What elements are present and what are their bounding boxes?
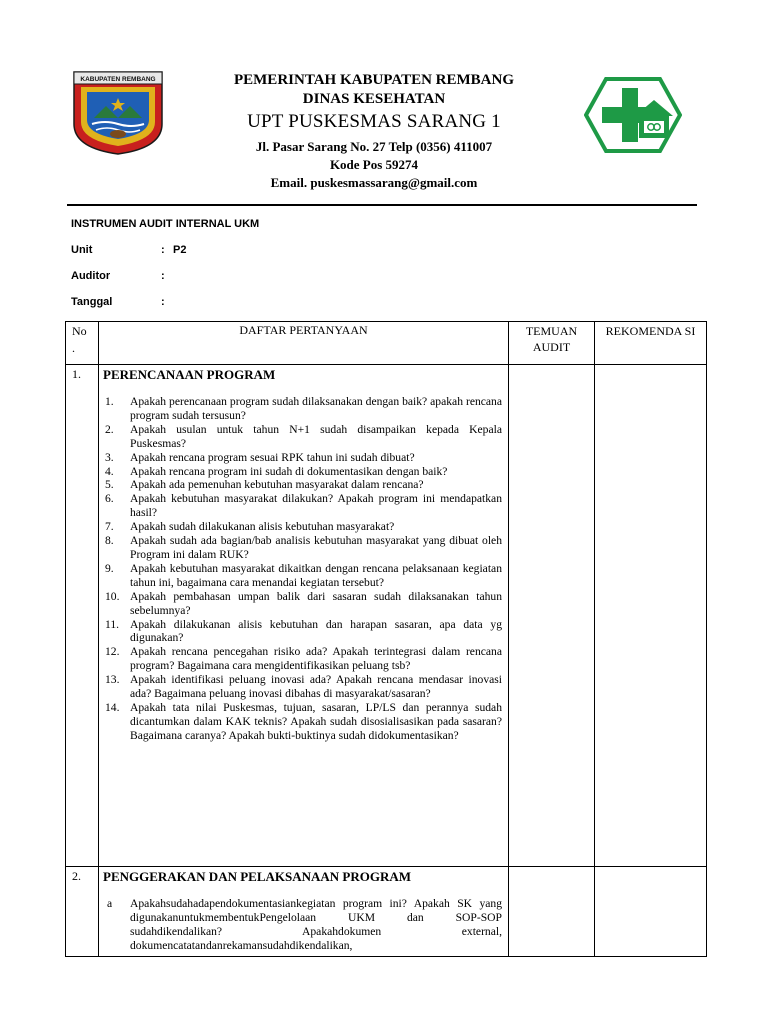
- list-item: [105, 645, 502, 673]
- temuan-cell[interactable]: [509, 365, 595, 867]
- question-number: 13.: [105, 673, 120, 687]
- institution-name: UPT PUSKESMAS SARANG 1: [247, 111, 501, 132]
- field-colon: :: [161, 296, 165, 308]
- header-rekomendasi: REKOMENDA SI: [595, 322, 707, 365]
- list-item: [105, 701, 502, 743]
- list-item: [105, 520, 502, 534]
- question-number: 3.: [105, 450, 114, 464]
- question-number: 2.: [105, 422, 114, 436]
- department-name: DINAS KESEHATAN: [302, 91, 446, 107]
- list-item: [105, 423, 502, 451]
- field-value: P2: [173, 244, 187, 256]
- field-tanggal: [71, 296, 173, 308]
- table-row: [66, 365, 707, 867]
- list-item: [105, 395, 502, 423]
- audit-table: [65, 321, 707, 957]
- row-number: 1.: [66, 365, 99, 867]
- question-text: Apakah sudah ada bagian/bab analisis kebutuhan masyarakat yang dibuat oleh Program ini dalam RUK?: [130, 534, 502, 561]
- question-text: Apakah tata nilai Puskesmas, tujuan, sasaran, LP/LS dan perannya sudah dicantumkan dalam KAK teknis? Apakah sudah disosialisasikan pada sasaran? Bagaimana caranya? Apakah bukti-buktinya sudah didokumentasikan?: [130, 700, 502, 742]
- table-header-row: [66, 322, 707, 365]
- list-item: [105, 478, 502, 492]
- question-number: 4.: [105, 464, 114, 478]
- question-text: Apakah sudah dilakukanan alisis kebutuhan masyarakat?: [130, 520, 395, 534]
- question-number: 5.: [105, 478, 114, 492]
- rekomendasi-cell[interactable]: [595, 867, 707, 957]
- header-temuan-audit: TEMUAN AUDIT: [509, 322, 595, 365]
- question-text: Apakah rencana program sesuai RPK tahun ini sudah dibuat?: [130, 450, 415, 464]
- question-text: Apakah rencana program ini sudah di dokumentasikan dengan baik?: [130, 464, 448, 478]
- address: Jl. Pasar Sarang No. 27 Telp (0356) 411007: [255, 139, 493, 154]
- question-number: 8.: [105, 534, 114, 548]
- field-colon: :: [161, 270, 165, 282]
- question-number: 12.: [105, 645, 120, 659]
- question-number: 11.: [105, 617, 120, 631]
- header-daftar-pertanyaan: DAFTAR PERTANYAAN: [99, 322, 509, 365]
- question-text: Apakah rencana pencegahan risiko ada? Apakah terintegrasi dalam rencana program? Bagaimana cara mengidentifikasikan peluang tsb?: [130, 645, 502, 673]
- letterhead: [0, 0, 768, 215]
- table-row: [66, 867, 707, 957]
- item-text: Apakahsudahadapendokumentasiankegiatan program ini? Apakah SK yang digunakanuntukmembentukPengelolaan UKM dan SOP-SOP sudahdikendalikan? Apakahdokumen external, dokumencatatandanrekamansudahdikendalikan,: [130, 897, 502, 952]
- question-text: Apakah usulan untuk tahun N+1 sudah disampaikan kepada Kepala Puskesmas?: [130, 422, 502, 450]
- question-number: 7.: [105, 520, 114, 534]
- field-unit: [71, 244, 186, 256]
- field-colon: :: [161, 244, 165, 256]
- list-item: [105, 618, 502, 646]
- government-name: PEMERINTAH KABUPATEN REMBANG: [233, 72, 514, 88]
- question-list: [105, 395, 502, 743]
- row-number: 2.: [66, 867, 99, 957]
- field-label: Tanggal: [71, 296, 113, 308]
- list-item: [105, 897, 502, 953]
- letterhead-text: [190, 71, 558, 192]
- question-text: Apakah dilakukanan alisis kebutuhan dan harapan sasaran, apa data yg digunakan?: [130, 617, 502, 645]
- question-number: 9.: [105, 561, 114, 575]
- header-no: No .: [66, 322, 99, 365]
- question-number: 1.: [105, 395, 114, 408]
- question-text: Apakah pembahasan umpan balik dari sasaran sudah dilaksanakan tahun sebelumnya?: [130, 589, 502, 617]
- field-auditor: [71, 270, 173, 282]
- puskesmas-logo-icon: [584, 77, 682, 153]
- section-title: PENGGERAKAN DAN PELAKSANAAN PROGRAM: [103, 869, 412, 884]
- email: Email. puskesmassarang@gmail.com: [270, 175, 478, 190]
- temuan-cell[interactable]: [509, 867, 595, 957]
- question-text: Apakah perencanaan program sudah dilaksanakan dengan baik? apakah rencana program sudah tersusun?: [130, 395, 502, 422]
- question-number: 14.: [105, 700, 120, 714]
- question-number: 10.: [105, 589, 120, 603]
- section-title: PERENCANAAN PROGRAM: [103, 367, 276, 382]
- question-cell: [99, 867, 509, 957]
- list-item: [105, 562, 502, 590]
- postal-code: Kode Pos 59274: [329, 157, 419, 172]
- list-item: [105, 492, 502, 520]
- question-cell: [99, 365, 509, 867]
- field-label: Unit: [71, 244, 93, 256]
- question-number: 6.: [105, 492, 114, 506]
- item-marker: a: [107, 897, 113, 910]
- field-label: Auditor: [71, 270, 111, 282]
- question-text: Apakah ada pemenuhan kebutuhan masyarakat dalam rencana?: [130, 478, 424, 492]
- list-item: [105, 590, 502, 618]
- list-item: [105, 673, 502, 701]
- emblem-text: KABUPATEN REMBANG: [80, 76, 156, 83]
- list-item: [105, 534, 502, 562]
- list-item: [105, 465, 502, 479]
- header-divider: [67, 204, 697, 206]
- question-text: Apakah kebutuhan masyarakat dilakukan? Apakah program ini mendapatkan hasil?: [130, 492, 502, 520]
- form-title: INSTRUMEN AUDIT INTERNAL UKM: [71, 218, 260, 230]
- rekomendasi-cell[interactable]: [595, 365, 707, 867]
- question-text: Apakah identifikasi peluang inovasi ada? Apakah rencana mendasar inovasi ada? Bagaimana peluang inovasi dibahas di masyarakat/sasaran?: [130, 673, 502, 701]
- kabupaten-rembang-emblem-icon: [72, 70, 164, 156]
- question-text: Apakah kebutuhan masyarakat dikaitkan dengan rencana pelaksanaan kegiatan tahun ini, bagaimana cara menandai kegiatan tersebut?: [130, 561, 502, 589]
- list-item: [105, 451, 502, 465]
